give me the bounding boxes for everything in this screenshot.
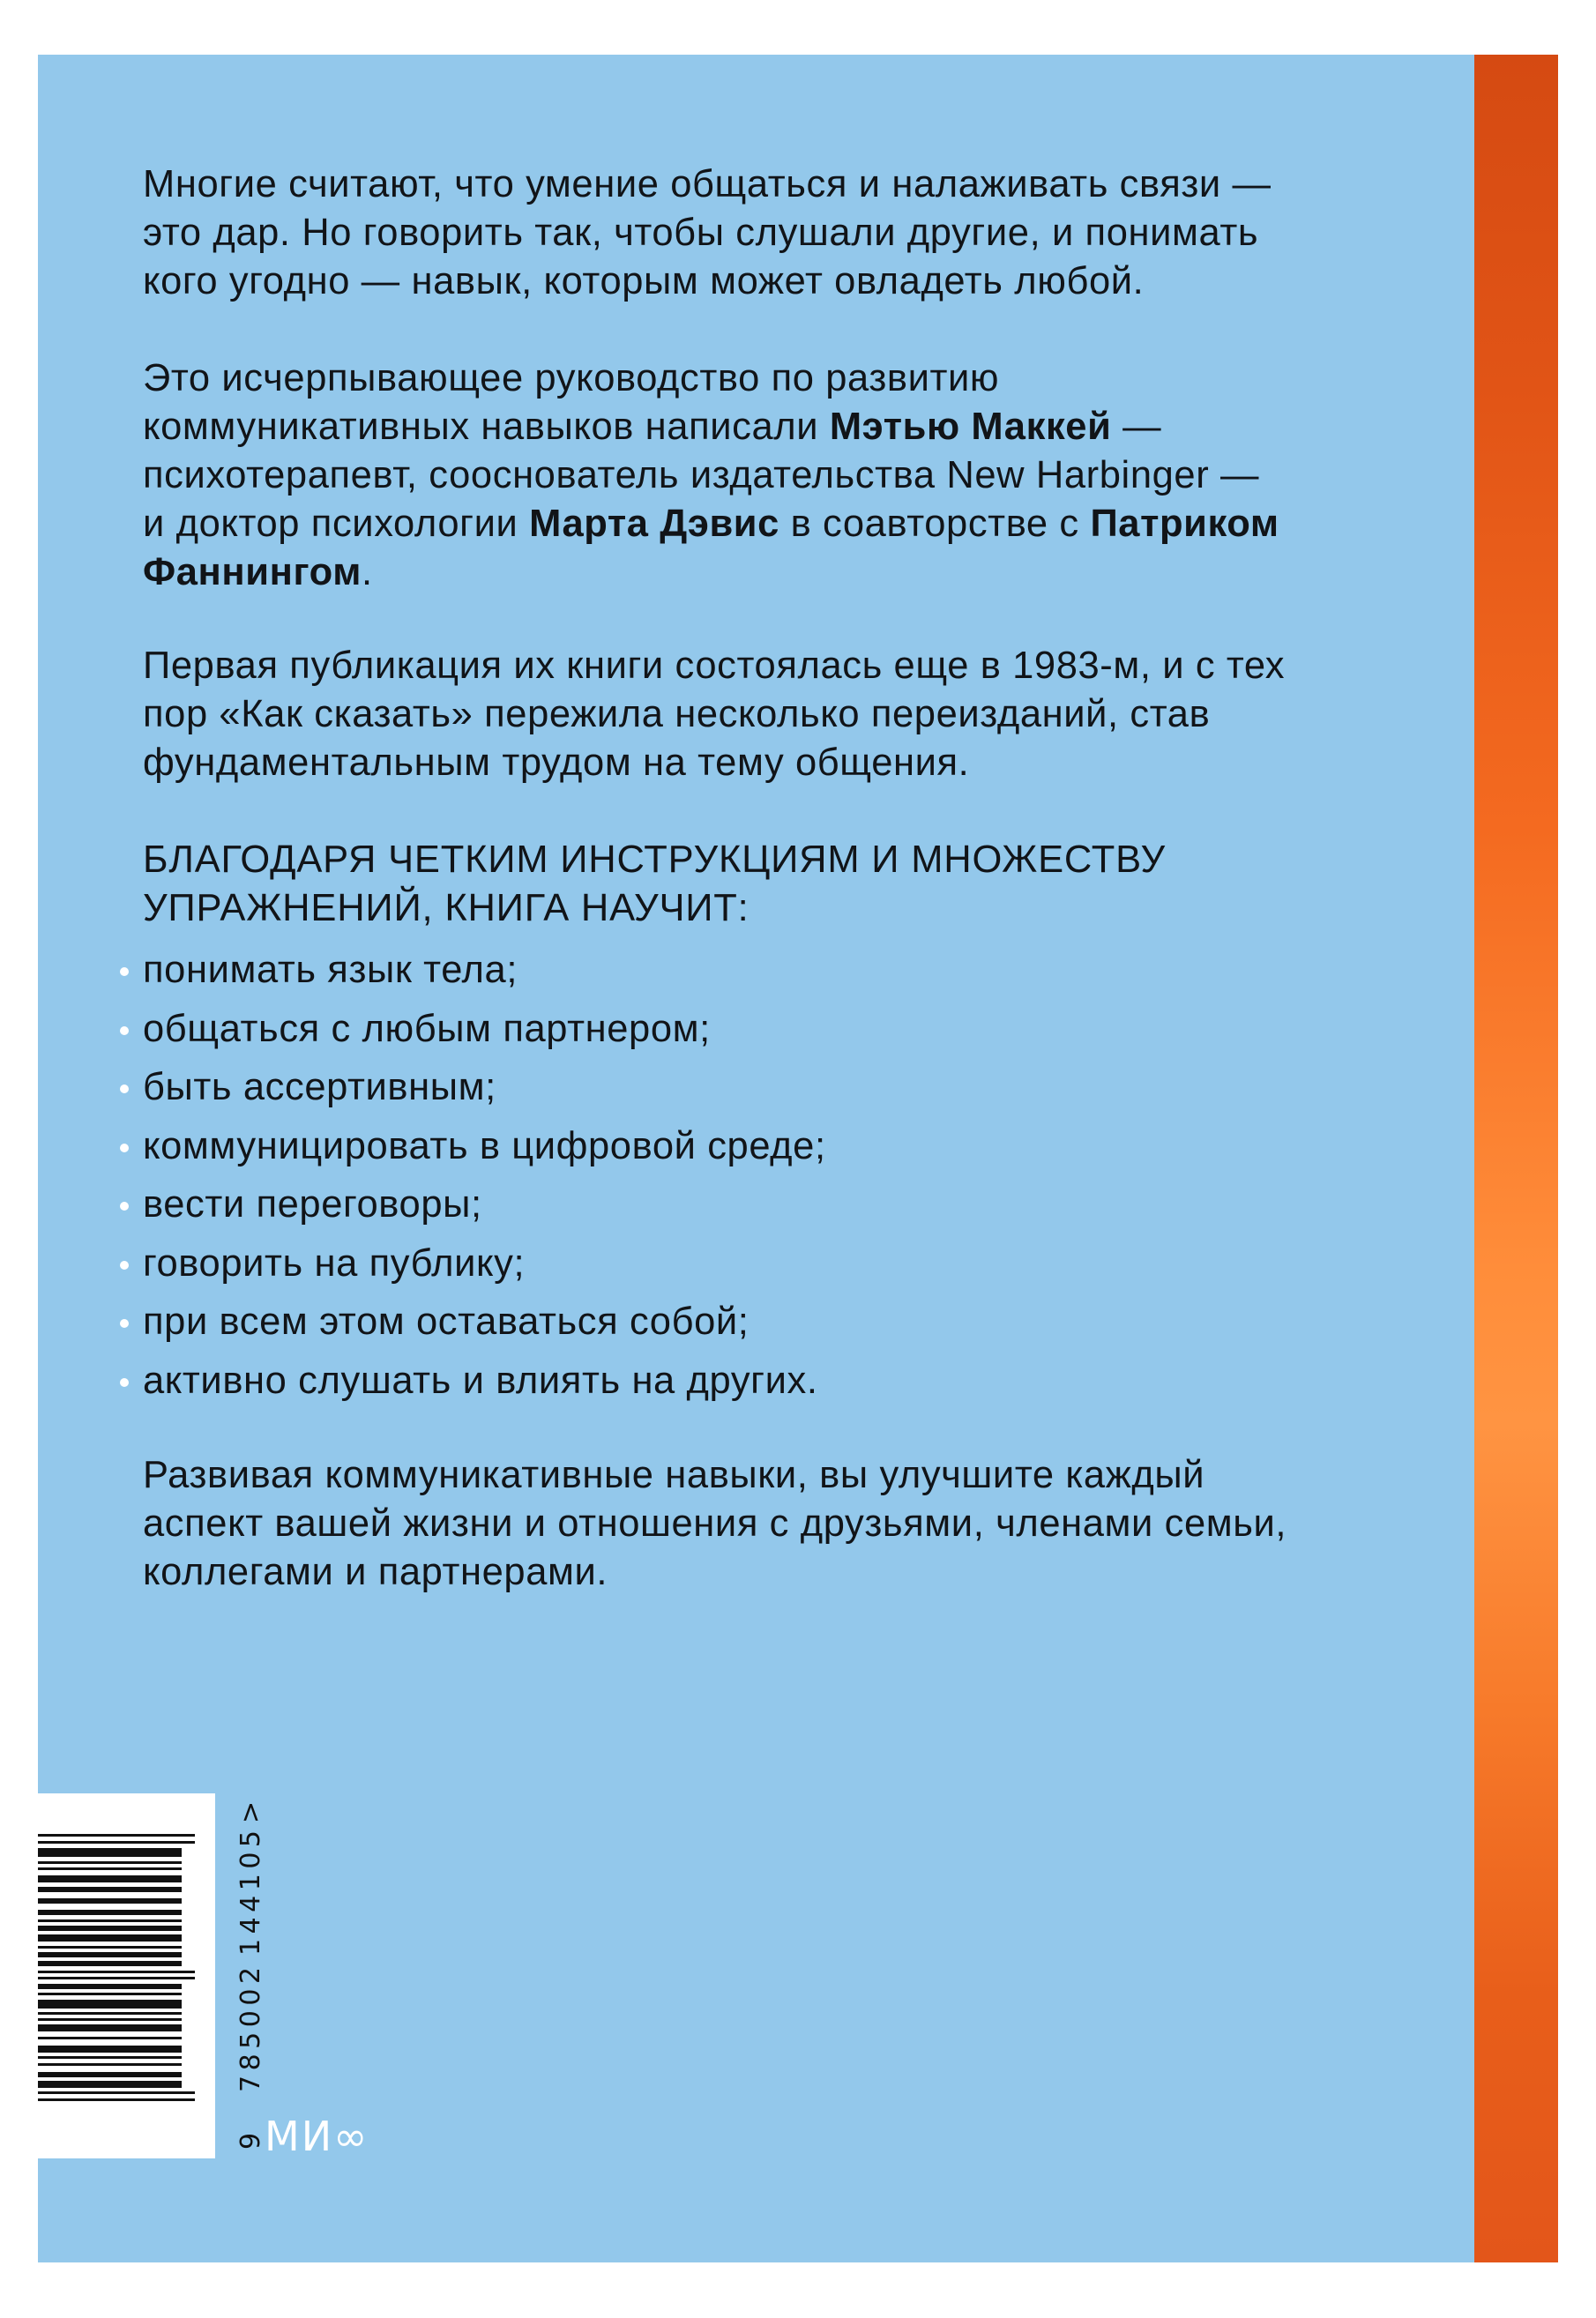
bullet-dot-icon [120,967,129,976]
bullet-dot-icon [120,1026,129,1035]
publisher-logo: МИ∞ [265,2113,369,2160]
orange-spine-strip [1474,55,1558,2262]
list-item [118,1063,826,1122]
heading-line: БЛАГОДАРЯ ЧЕТКИМ ИНСТРУКЦИЯМ И МНОЖЕСТВУ [143,839,1166,881]
text-fragment: коммуникативных навыков написали [143,406,830,448]
skills-heading [143,836,1166,933]
text-line: Многие считают, что умение общаться и налаживать связи — [143,163,1272,205]
list-item [118,1005,826,1064]
barcode-group-1: 785002 [235,1962,266,2092]
author-name-fanning-first: Патриком [1090,503,1279,545]
text-line: Развивая коммуникативные навыки, вы улучшите каждый [143,1454,1205,1496]
history-paragraph [143,642,1285,787]
list-item-text: активно слушать и влиять на других. [143,1359,818,1402]
text-line: Первая публикация их книги состоялась еще в 1983-м, и с тех [143,645,1286,687]
text-line [143,403,1279,451]
text-fragment: в соавторстве с [779,503,1091,545]
bullet-dot-icon [120,1202,129,1211]
text-line [143,500,1279,548]
intro-paragraph [143,160,1272,306]
list-item-text: понимать язык тела; [143,949,518,991]
barcode-bars-icon [38,1793,215,2158]
barcode-digits [234,1793,269,2158]
barcode-quiet-zone-arrow: > [235,1800,266,1823]
text-line: кого угодно — навык, которым может овладеть любой. [143,260,1145,302]
text-line: пор «Как сказать» пережила несколько переизданий, став [143,693,1211,735]
list-item [118,946,826,1005]
text-fragment: и доктор психологии [143,503,530,545]
barcode-first-digit: 9 [235,2132,266,2150]
text-fragment: — [1111,406,1162,448]
text-line: аспект вашей жизни и отношения с друзьями, членами семьи, [143,1502,1287,1545]
author-name-fanning-second: Фаннингом [143,551,362,593]
text-line: это дар. Но говорить так, чтобы слушали другие, и понимать [143,212,1259,254]
text-line: психотерапевт, сооснователь издательства New Harbinger — [143,454,1260,496]
list-item-text: при всем этом оставаться собой; [143,1301,750,1343]
list-item [118,1357,826,1416]
list-item-text: быть ассертивным; [143,1066,496,1108]
list-item-text: коммуницировать в цифровой среде; [143,1124,826,1167]
list-item [118,1240,826,1299]
skills-list [118,946,826,1415]
bullet-dot-icon [120,1261,129,1270]
bullet-dot-icon [120,1144,129,1152]
text-line [143,548,1279,597]
bullet-dot-icon [120,1084,129,1093]
list-item-text: вести переговоры; [143,1183,482,1226]
author-name-mckay: Мэтью Маккей [829,406,1112,448]
closing-paragraph [143,1451,1286,1597]
barcode-group-2: 144105 [235,1825,266,1956]
list-item [118,1122,826,1181]
text-line: Это исчерпывающее руководство по развитию [143,357,1000,399]
text-fragment: . [362,551,373,593]
list-item [118,1181,826,1240]
list-item-text: общаться с любым партнером; [143,1007,711,1050]
authors-paragraph [143,354,1279,597]
isbn-barcode [38,1793,266,2158]
list-item-text: говорить на публику; [143,1241,526,1285]
list-item [118,1298,826,1357]
text-line: коллегами и партнерами. [143,1551,608,1593]
bullet-dot-icon [120,1378,129,1387]
author-name-davis: Марта Дэвис [529,503,779,545]
heading-line: УПРАЖНЕНИЙ, КНИГА НАУЧИТ: [143,887,750,929]
text-line: фундаментальным трудом на тему общения. [143,742,970,784]
bullet-dot-icon [120,1319,129,1328]
